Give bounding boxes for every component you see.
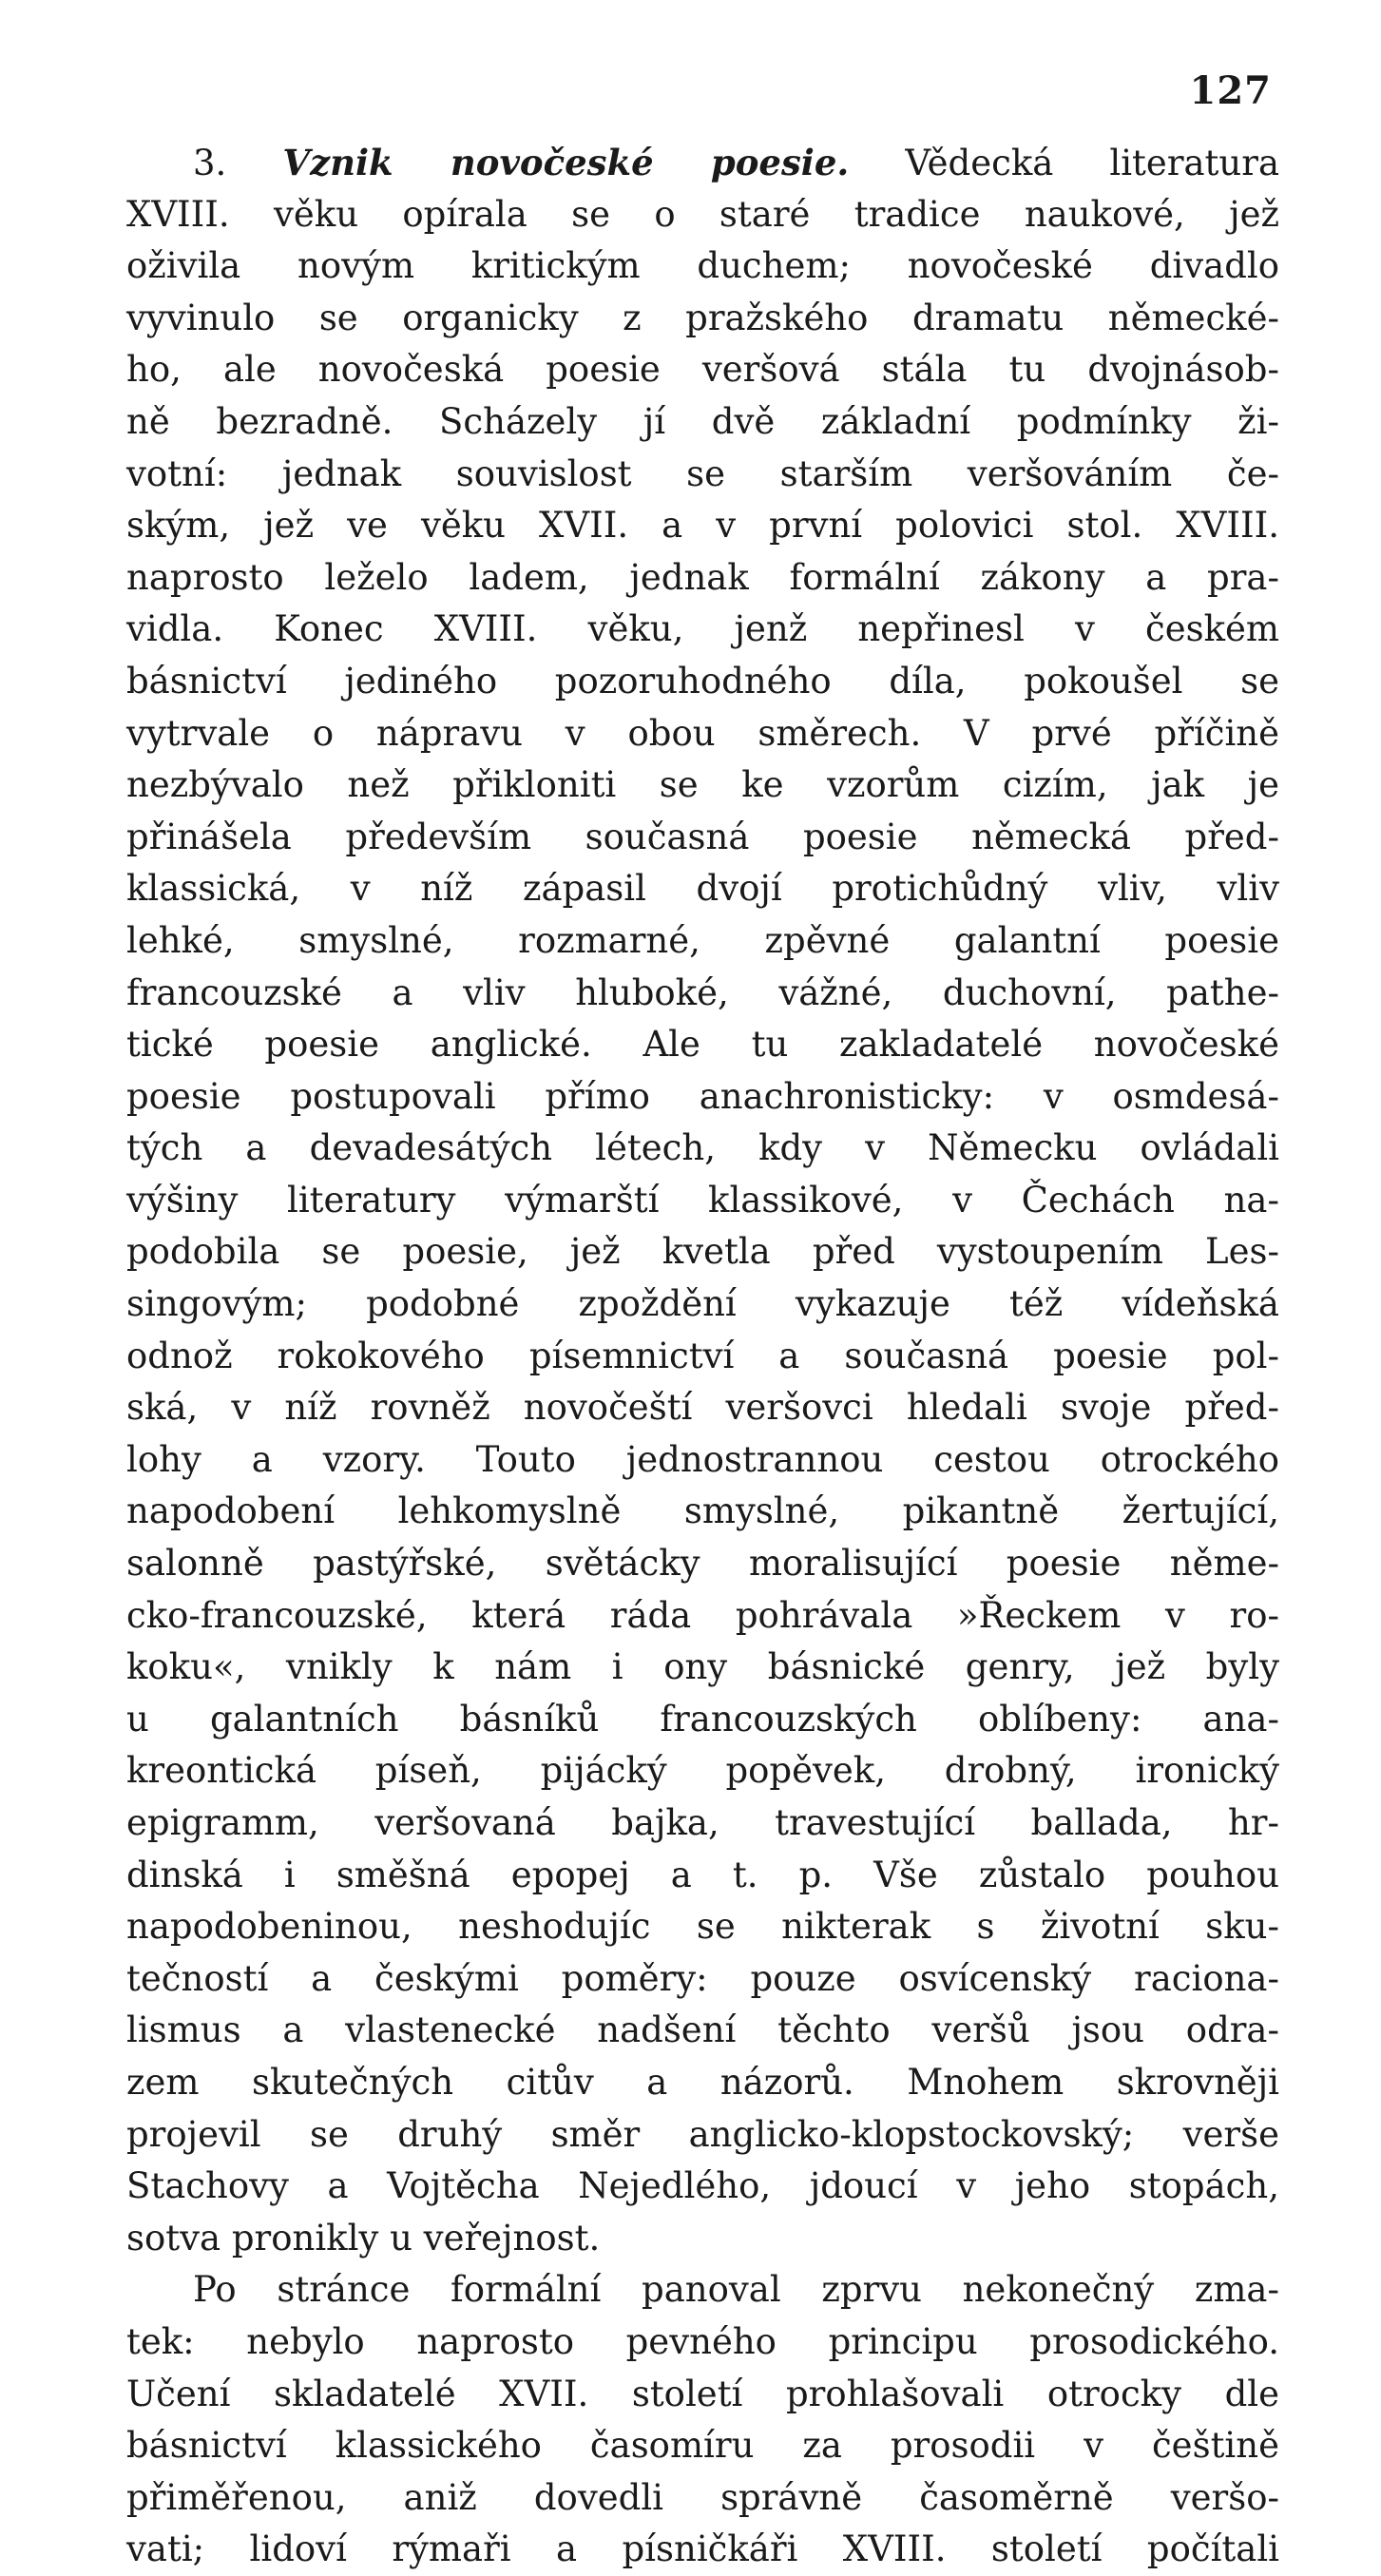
text-line: výšiny literatury výmarští klassikové, v Čechách na-	[126, 1179, 1279, 1221]
text-line: ho, ale novočeská poesie veršová stála tu dvojnásob-	[126, 349, 1279, 391]
text-line: klassická, v níž zápasil dvojí protichůdný vliv, vliv	[126, 868, 1279, 910]
text-line: podobila se poesie, jež kvetla před vystoupením Les-	[126, 1231, 1279, 1273]
text-line: nezbývalo než přikloniti se ke vzorům cizím, jak je	[126, 764, 1279, 806]
text-line: lehké, smyslné, rozmarné, zpěvné galantní poesie	[126, 919, 1279, 961]
text-line: naprosto leželo ladem, jednak formální zákony a pra-	[126, 556, 1279, 598]
text-line: vyvinulo se organicky z pražského dramatu německé-	[126, 297, 1279, 338]
text-line: singovým; podobné zpoždění vykazuje též vídeňská	[126, 1283, 1279, 1325]
text-line: sotva pronikly u veřejnost.	[126, 2217, 601, 2259]
text-line: ská, v níž rovněž novočeští veršovci hledali svoje před-	[126, 1387, 1279, 1429]
paragraph-1	[126, 189, 1279, 2265]
text-line: vytrvale o nápravu v obou směrech. V prvé příčině	[126, 712, 1279, 754]
text-line: votní: jednak souvislost se starším veršováním če-	[126, 452, 1279, 494]
text-line: napodobeninou, neshodujíc se nikterak s životní sku-	[126, 1906, 1279, 1948]
section-heading-line	[126, 137, 1279, 189]
page-number: 127	[1189, 68, 1272, 113]
text-line: u galantních básníků francouzských oblíbeny: ana-	[126, 1698, 1279, 1740]
body-text	[126, 137, 1279, 2576]
section-number: 3.	[193, 143, 227, 183]
text-line: ským, jež ve věku XVII. a v první polovici stol. XVIII.	[126, 505, 1279, 547]
text-line: tých a devadesátých létech, kdy v Německu ovládali	[126, 1127, 1279, 1169]
text-line: oživila novým kritickým duchem; novočeské divadlo	[126, 245, 1279, 287]
heading-line-rest: Vědecká literatura	[905, 143, 1280, 183]
text-line: francouzské a vliv hluboké, vážné, duchovní, pathe-	[126, 971, 1279, 1013]
text-line: lismus a vlastenecké nadšení těchto veršů jsou odra-	[126, 2009, 1279, 2051]
text-line: cko-francouzské, která ráda pohrávala »Řeckem v ro-	[126, 1594, 1279, 1636]
text-line: napodobení lehkomyslně smyslné, pikantně žertující,	[126, 1490, 1279, 1532]
text-line: dinská i směšná epopej a t. p. Vše zůstalo pouhou	[126, 1854, 1279, 1895]
text-line: Po stránce formální panoval zprvu nekonečný zma-	[193, 2269, 1279, 2311]
text-line: Stachovy a Vojtěcha Nejedlého, jdoucí v jeho stopách,	[126, 2165, 1279, 2207]
text-line: salonně pastýřské, světácky moralisující poesie něme-	[126, 1543, 1279, 1585]
text-line: přiměřenou, aniž dovedli správně časoměrně veršo-	[126, 2476, 1279, 2518]
text-line: tečností a českými poměry: pouze osvícenský raciona-	[126, 1957, 1279, 1999]
text-line: tické poesie anglické. Ale tu zakladatelé novočeské	[126, 1024, 1279, 1066]
text-line: odnož rokokového písemnictví a současná poesie pol-	[126, 1335, 1279, 1376]
text-line: kreontická píseň, pijácký popěvek, drobný, ironický	[126, 1750, 1279, 1792]
text-line: zem skutečných citův a názorů. Mnohem skrovněji	[126, 2061, 1279, 2103]
text-line: XVIII. věku opírala se o staré tradice naukové, jež	[126, 193, 1279, 235]
text-line: lohy a vzory. Touto jednostrannou cestou otrockého	[126, 1438, 1279, 1480]
text-line: tek: nebylo naprosto pevného principu prosodického.	[126, 2320, 1279, 2362]
text-line: poesie postupovali přímo anachronisticky: v osmdesá-	[126, 1075, 1279, 1117]
text-line: přinášela především současná poesie německá před-	[126, 816, 1279, 857]
text-line: vidla. Konec XVIII. věku, jenž nepřinesl v českém	[126, 608, 1279, 650]
text-line: básnictví klassického časomíru za prosodii v češtině	[126, 2425, 1279, 2467]
text-line: koku«, vnikly k nám i ony básnické genry, jež byly	[126, 1646, 1279, 1688]
text-line: projevil se druhý směr anglicko-klopstockovský; verše	[126, 2113, 1279, 2155]
section-title: Vznik novočeské poesie.	[282, 142, 850, 183]
paragraph-2	[126, 2264, 1279, 2576]
text-line: básnictví jediného pozoruhodného díla, pokoušel se	[126, 660, 1279, 702]
text-line: Učení skladatelé XVII. století prohlašovali otrocky dle	[126, 2373, 1279, 2414]
text-line: epigramm, veršovaná bajka, travestující ballada, hr-	[126, 1802, 1279, 1843]
text-line: vati; lidoví rýmaři a písničkáři XVIII. století počítali	[126, 2528, 1279, 2570]
text-line: ně bezradně. Scházely jí dvě základní podmínky ži-	[126, 400, 1279, 442]
